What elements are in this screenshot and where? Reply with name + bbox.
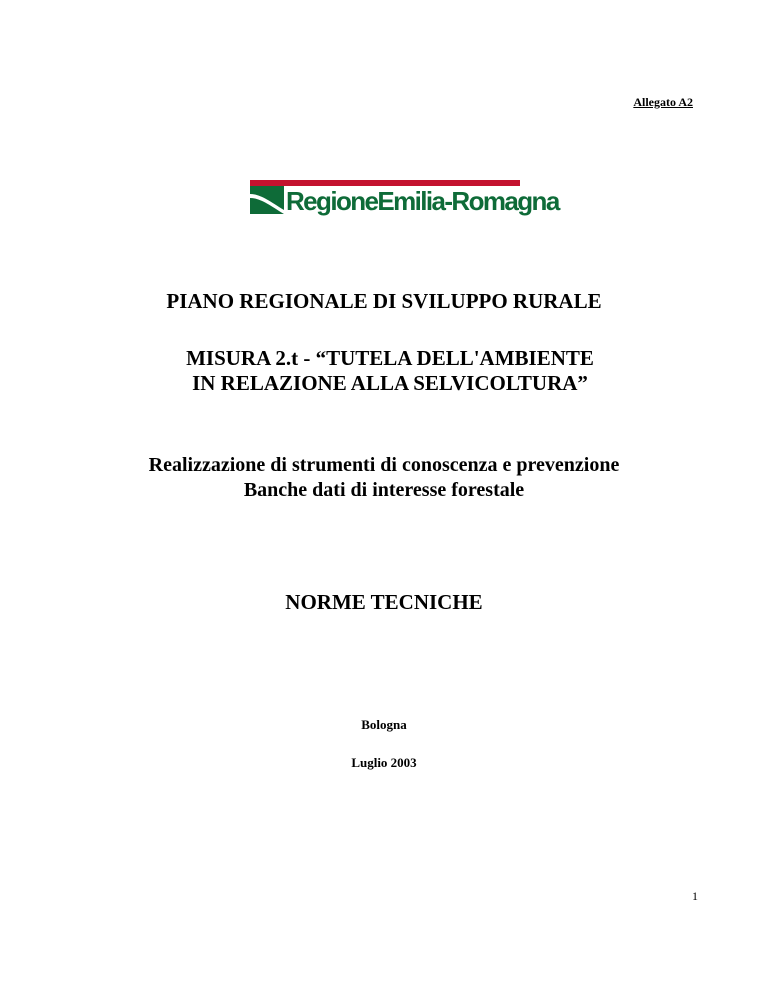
regione-emilia-romagna-logo bbox=[250, 180, 559, 216]
measure-title bbox=[0, 346, 768, 396]
date-label: Luglio 2003 bbox=[351, 755, 417, 770]
place-label: Bologna bbox=[361, 717, 407, 732]
measure-title-line-1: MISURA 2.t - “TUTELA DELL'AMBIENTE bbox=[186, 346, 594, 370]
plan-title: PIANO REGIONALE DI SVILUPPO RURALE bbox=[166, 289, 602, 313]
document-type-heading: NORME TECNICHE bbox=[285, 590, 483, 614]
measure-title-line-2: IN RELAZIONE ALLA SELVICOLTURA” bbox=[192, 371, 588, 395]
subtitle-line-2: Banche dati di interesse forestale bbox=[243, 479, 525, 501]
logo-wordmark: RegioneEmilia-Romagna bbox=[286, 186, 559, 216]
region-flag-icon bbox=[250, 180, 284, 214]
page-number: 1 bbox=[692, 889, 698, 903]
project-subtitle bbox=[0, 453, 768, 503]
attachment-label: Allegato A2 bbox=[633, 95, 693, 109]
subtitle-line-1: Realizzazione di strumenti di conoscenza e prevenzione bbox=[148, 454, 620, 476]
